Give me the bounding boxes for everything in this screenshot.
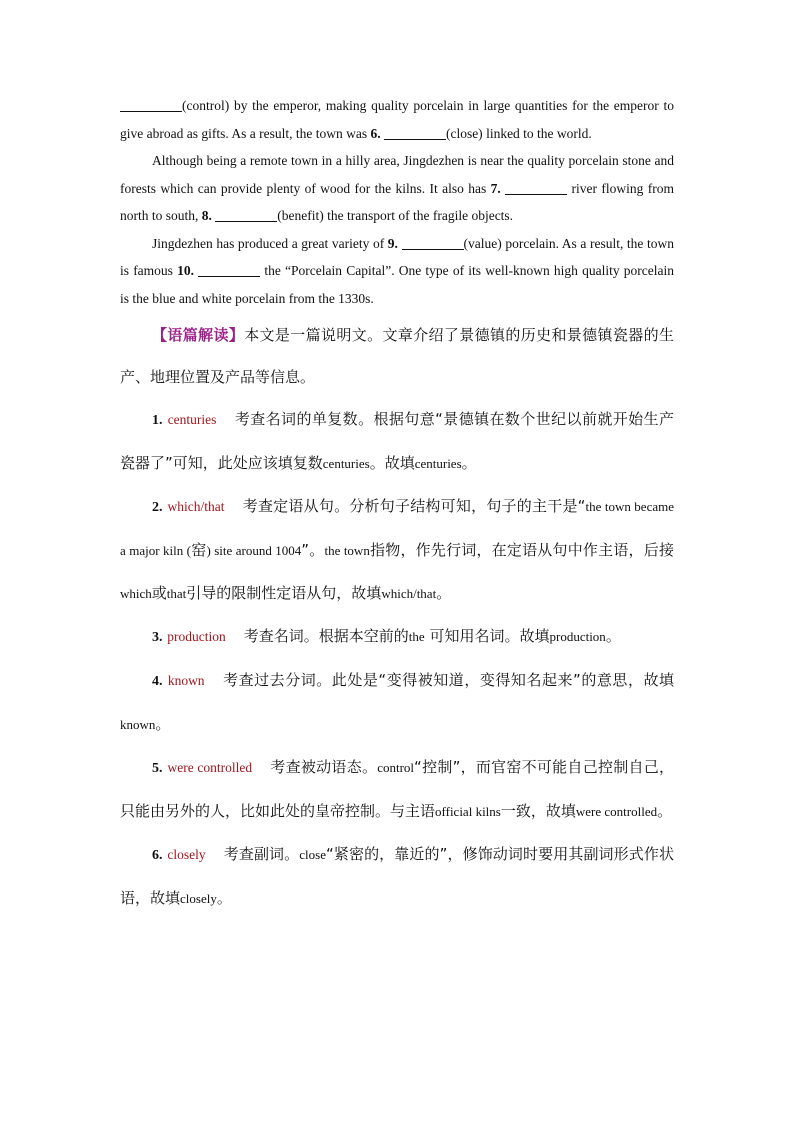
item-number: 4. [152, 674, 163, 689]
section-tag: 【语篇解读】 [152, 326, 245, 344]
hint-control: (control) [182, 98, 230, 113]
blank-6[interactable] [384, 125, 446, 140]
item-number: 5. [152, 761, 163, 776]
hint-value: (value) [463, 235, 502, 251]
blank-number-9: 9. [387, 235, 398, 251]
answer-2: which/that [167, 499, 225, 514]
blank-number-6: 6. [370, 125, 381, 141]
item-number: 6. [152, 848, 163, 863]
blank-5[interactable] [120, 97, 182, 112]
blank-7[interactable] [505, 180, 567, 195]
analysis-item-5: 5. were controlled 考查被动语态。control“控制”，而官窑不可能自己控制自己，只能由另外的人，比如此处的皇帝控制。与主语official kilns一致，故填were controlled。 [120, 758, 674, 820]
analysis-item-6: 6. closely 考查副词。close“紧密的，靠近的”，修饰动词时要用其副词形式作状语，故填closely。 [120, 845, 674, 907]
answer-6: closely [167, 847, 206, 862]
analysis-summary: 【语篇解读】本文是一篇说明文。文章介绍了景德镇的历史和景德镇瓷器的生产、地理位置及产品等信息。 [120, 326, 674, 386]
analysis-item-4: 4. known 考查过去分词。此处是“变得被知道，变得知名起来”的意思，故填known。 [120, 671, 674, 733]
blank-number-8: 8. [201, 208, 212, 223]
item-number: 1. [152, 413, 163, 428]
blank-8[interactable] [215, 207, 277, 222]
answer-3: production [167, 629, 226, 644]
answer-1: centuries [167, 412, 217, 427]
blank-number-7: 7. [490, 180, 501, 196]
analysis-item-3: 3. production 考查名词。根据本空前的the 可知用名词。故填production。 [152, 627, 621, 645]
passage-paragraph-3: Jingdezhen has produced a great variety of 9. (value) porcelain. As a result, the town is famous 10. the “Porcelain Capital”. One type of its well-known high quality porcelain is the blue and white porcelain from the 1330s. [120, 235, 675, 306]
item-number: 2. [152, 500, 163, 515]
answer-4: known [167, 673, 205, 688]
blank-9[interactable] [402, 235, 464, 250]
hint-close: (close) [445, 125, 483, 141]
document-page [120, 92, 674, 920]
passage-paragraph-2: Although being a remote town in a hilly area, Jingdezhen is near the quality porcelain stone and forests which can provide plenty of wood for the kilns. It also has 7. river flowing from north to south, 8. (benefit) the transport of the fragile objects. [120, 153, 674, 223]
blank-10[interactable] [198, 262, 260, 277]
item-number: 3. [152, 630, 163, 645]
answer-5: were controlled [167, 760, 253, 775]
hint-benefit: (benefit) [277, 208, 324, 223]
passage-paragraph-1: (control) by the emperor, making quality porcelain in large quantities for the emperor to give abroad as gifts. As a result, the town was 6. (close) linked to the world. [120, 98, 674, 141]
analysis-item-1: 1. centuries 考查名词的单复数。根据句意“景德镇在数个世纪以前就开始生产瓷器了”可知，此处应该填复数centuries。故填centuries。 [120, 410, 674, 472]
blank-number-10: 10. [177, 263, 194, 278]
analysis-item-2: 2. which/that 考查定语从句。分析句子结构可知，句子的主干是“the town became a major kiln (窑) site around 1004”。the town指物，作先行词，在定语从句中作主语，后接which或that引导的限制性定语从句，故填which/that。 [120, 497, 674, 602]
analysis-section [120, 314, 674, 920]
